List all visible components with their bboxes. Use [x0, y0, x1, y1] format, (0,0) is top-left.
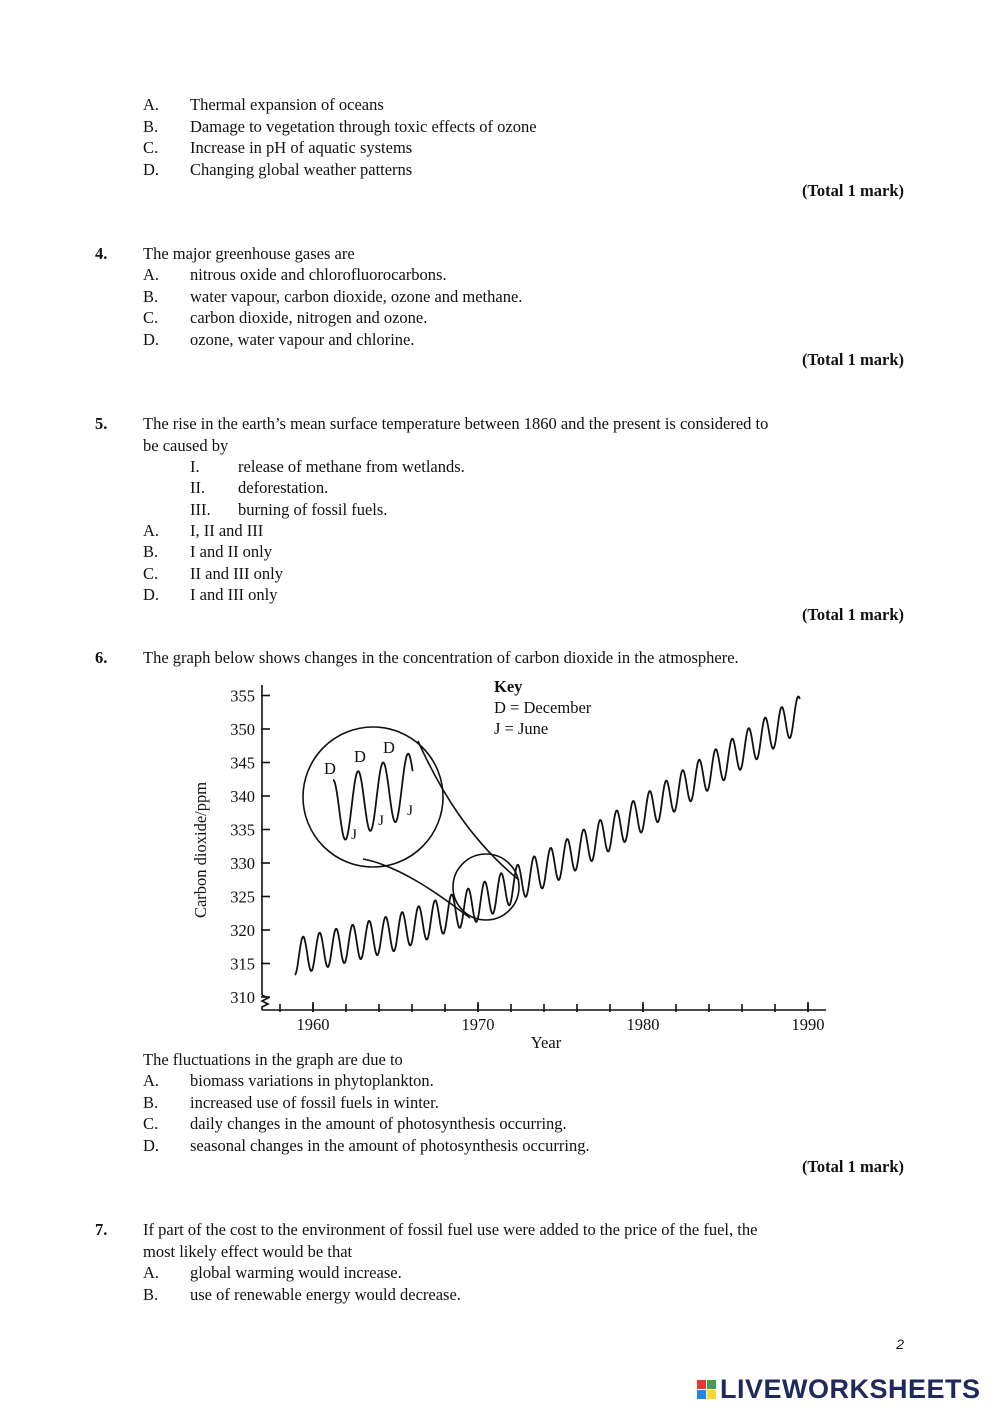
co2-series-line	[295, 697, 800, 975]
q4-option-label: C.	[143, 308, 159, 327]
key-entry-december: D = December	[494, 698, 592, 717]
q3-option-text: Changing global weather patterns	[190, 159, 413, 179]
q5-statement-text: burning of fossil fuels.	[238, 499, 388, 519]
q3-option-label: A.	[143, 95, 160, 114]
inset-waveform	[333, 754, 413, 840]
q4-option-text: carbon dioxide, nitrogen and ozone.	[190, 308, 428, 327]
y-tick-label: 355	[230, 686, 255, 706]
y-tick-label: 345	[230, 753, 255, 773]
q5-option-text: I and III only	[190, 584, 278, 604]
question-7-stem-line2: most likely effect would be that	[143, 1242, 353, 1261]
q7-option-label: A.	[143, 1263, 160, 1282]
q6-option-text: biomass variations in phytoplankton.	[190, 1071, 434, 1090]
q7-option-label: B.	[143, 1284, 159, 1304]
y-tick-label: 340	[230, 787, 255, 806]
q3-option-label: C.	[143, 138, 159, 157]
q5-option-label: D.	[143, 584, 160, 604]
y-axis-label: Carbon dioxide/ppm	[191, 781, 210, 919]
question-7-number: 7.	[95, 1220, 108, 1239]
y-tick-label: 330	[230, 854, 255, 873]
x-tick-label: 1970	[461, 1015, 495, 1034]
y-tick-label: 335	[230, 820, 255, 840]
x-tick-label: 1990	[791, 1015, 825, 1034]
y-tick-label: 325	[230, 887, 255, 907]
inset-label-june: J	[378, 813, 384, 829]
q3-option-text: Increase in pH of aquatic systems	[190, 138, 413, 157]
q5-total-mark: (Total 1 mark)	[801, 605, 904, 624]
q3-total-mark: (Total 1 mark)	[801, 181, 904, 200]
question-6-followup: The fluctuations in the graph are due to	[143, 1050, 403, 1069]
q5-statement-text: deforestation.	[238, 478, 329, 498]
inset-label-june: J	[351, 827, 357, 843]
q5-statement-label: II.	[190, 478, 206, 498]
q6-option-label: C.	[143, 1114, 159, 1133]
key-title: Key	[494, 677, 523, 696]
q5-option-text: I, II and III	[190, 521, 264, 540]
q6-option-label: A.	[143, 1071, 160, 1090]
liveworksheets-logo-icon	[697, 1380, 716, 1399]
y-tick-label: 320	[230, 921, 255, 940]
q6-total-mark: (Total 1 mark)	[801, 1157, 904, 1176]
question-4-stem: The major greenhouse gases are	[143, 244, 355, 263]
q6-option-text: increased use of fossil fuels in winter.	[190, 1092, 439, 1112]
y-tick-label: 350	[230, 720, 255, 739]
key-entry-june: J = June	[494, 719, 549, 738]
q7-option-text: use of renewable energy would decrease.	[190, 1284, 461, 1304]
q3-option-label: B.	[143, 116, 159, 136]
q4-option-label: D.	[143, 329, 160, 349]
q4-option-label: B.	[143, 286, 159, 306]
q3-option-text: Thermal expansion of oceans	[190, 95, 384, 114]
q5-option-label: B.	[143, 542, 159, 562]
q5-option-text: I and II only	[190, 542, 273, 562]
q3-option-label: D.	[143, 159, 160, 179]
y-tick-label: 310	[230, 988, 255, 1007]
inset-label-december: D	[354, 747, 366, 766]
question-5-stem-line2: be caused by	[143, 436, 229, 455]
question-5-stem-line1: The rise in the earth’s mean surface temperature between 1860 and the present is considered to	[143, 414, 769, 433]
q5-statement-label: I.	[190, 457, 200, 476]
q5-option-text: II and III only	[190, 563, 284, 583]
question-6-stem: The graph below shows changes in the concentration of carbon dioxide in the atmosphere.	[143, 648, 739, 667]
brand-footer[interactable]	[697, 1374, 981, 1405]
q6-option-label: B.	[143, 1092, 159, 1112]
q6-option-text: seasonal changes in the amount of photosynthesis occurring.	[190, 1135, 590, 1155]
q4-option-text: nitrous oxide and chlorofluorocarbons.	[190, 265, 447, 284]
inset-label-december: D	[324, 759, 336, 778]
question-4-number: 4.	[95, 244, 108, 263]
page-number: 2	[896, 1336, 904, 1352]
q6-option-text: daily changes in the amount of photosynthesis occurring.	[190, 1114, 567, 1133]
brand-name: LIVEWORKSHEETS	[720, 1374, 981, 1404]
q7-option-text: global warming would increase.	[190, 1263, 402, 1282]
q6-option-label: D.	[143, 1135, 160, 1155]
question-5-number: 5.	[95, 414, 108, 433]
x-tick-label: 1960	[296, 1015, 330, 1034]
q5-option-label: A.	[143, 521, 160, 540]
x-axis-label: Year	[530, 1033, 562, 1052]
q4-total-mark: (Total 1 mark)	[801, 350, 904, 369]
q4-option-text: ozone, water vapour and chlorine.	[190, 329, 415, 349]
inset-label-december: D	[383, 738, 395, 757]
inset-label-june: J	[407, 803, 413, 819]
q5-statement-text: release of methane from wetlands.	[238, 457, 465, 476]
q5-option-label: C.	[143, 563, 159, 583]
x-tick-label: 1980	[626, 1015, 660, 1034]
question-7-stem-line1: If part of the cost to the environment of fossil fuel use were added to the price of the fuel, the	[143, 1220, 758, 1239]
q3-option-text: Damage to vegetation through toxic effects of ozone	[190, 116, 537, 136]
q4-option-text: water vapour, carbon dioxide, ozone and methane.	[190, 286, 523, 306]
q5-statement-label: III.	[190, 499, 211, 519]
y-tick-label: 315	[230, 954, 255, 974]
q4-option-label: A.	[143, 265, 160, 284]
question-6-number: 6.	[95, 648, 108, 667]
